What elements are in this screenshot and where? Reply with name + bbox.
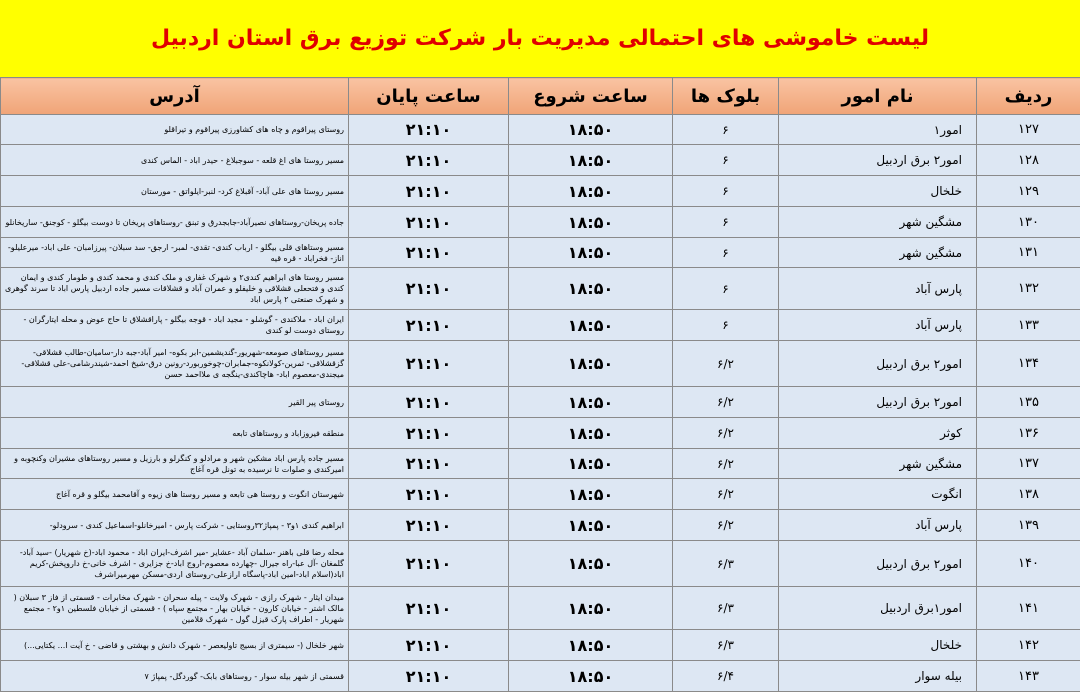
start-time: ۱۸:۵۰ xyxy=(509,268,673,310)
outage-table xyxy=(0,77,1080,692)
table-row xyxy=(1,176,1080,207)
end-time: ۲۱:۱۰ xyxy=(349,145,509,176)
start-time: ۱۸:۵۰ xyxy=(509,145,673,176)
address: جاده پریخان-روستاهای نصیرآباد-جابجدرق و تبنق -روستاهای پریخان تا دوست بیگلو - کوجنق- ساریخانلو xyxy=(1,207,349,238)
start-time: ۱۸:۵۰ xyxy=(509,630,673,661)
office-name: انگوت xyxy=(779,479,977,510)
office-name: خلخال xyxy=(779,630,977,661)
address: مسیر روستا های اغ قلعه - سوجبلاغ - حیدر اباد - الماس کندی xyxy=(1,145,349,176)
row-number: ۱۴۰ xyxy=(977,541,1080,587)
table-row xyxy=(1,630,1080,661)
row-number: ۱۳۴ xyxy=(977,341,1080,387)
end-time: ۲۱:۱۰ xyxy=(349,176,509,207)
row-number: ۱۳۵ xyxy=(977,387,1080,418)
address: مسیر وستاهای قلی بیگلو - ارباب کندی- تقدی- لمبر- ارجق- سد سبلان- پیرزامبان- علی اباد- میرعلیلو- اناز- فخراباد - قره قیه xyxy=(1,238,349,268)
table-row xyxy=(1,207,1080,238)
row-number: ۱۲۸ xyxy=(977,145,1080,176)
table-row xyxy=(1,341,1080,387)
start-time: ۱۸:۵۰ xyxy=(509,115,673,145)
start-time: ۱۸:۵۰ xyxy=(509,387,673,418)
start-time: ۱۸:۵۰ xyxy=(509,310,673,341)
address: منطقه فیروزاباد و روستاهای تابعه xyxy=(1,418,349,449)
table-row xyxy=(1,145,1080,176)
end-time: ۲۱:۱۰ xyxy=(349,587,509,630)
end-time: ۲۱:۱۰ xyxy=(349,341,509,387)
header-office-name: نام امور xyxy=(779,78,977,115)
block-value: ۶ xyxy=(673,145,779,176)
end-time: ۲۱:۱۰ xyxy=(349,661,509,692)
table-row xyxy=(1,310,1080,341)
office-name: امور۲ برق اردبیل xyxy=(779,145,977,176)
table-row xyxy=(1,387,1080,418)
table-row xyxy=(1,510,1080,541)
block-value: ۶/۳ xyxy=(673,630,779,661)
block-value: ۶/۳ xyxy=(673,541,779,587)
header-end-time: ساعت پایان xyxy=(349,78,509,115)
row-number: ۱۲۹ xyxy=(977,176,1080,207)
block-value: ۶/۲ xyxy=(673,479,779,510)
block-value: ۶/۳ xyxy=(673,587,779,630)
header-start-time: ساعت شروع xyxy=(509,78,673,115)
block-value: ۶/۲ xyxy=(673,510,779,541)
address: شهرستان انگوت و روستا هی تابعه و مسیر روستا های زیوه و آقامحمد بیگلو و قره آغاج xyxy=(1,479,349,510)
address: مسیر روستاهای صومعه-شهریور-گندیشمین-ابر بکوه- امیر آباد-جبه دار-سامیان-طالب قشلاقی-گزقشلاقی- ثمرین-کولانکوه-جمابران-چوخوربورد-رونین درق-شیخ احمد-شیندرشامی-علی قشلاقی-میجندی-معصوم اباد- هاچاکندی-ینگجه ی ملااحمد حسن xyxy=(1,341,349,387)
start-time: ۱۸:۵۰ xyxy=(509,479,673,510)
address: مسیر روستا های علی آباد- آقبلاغ کرد- لنبر-ایلواتق - مورستان xyxy=(1,176,349,207)
table-row xyxy=(1,587,1080,630)
block-value: ۶ xyxy=(673,310,779,341)
table-row xyxy=(1,418,1080,449)
address: میدان ایثار - شهرک رازی - شهرک ولایت - پیله سحران - شهرک مخابرات - قسمتی از فاز ۳ سبلان ( مالک اشتر - خیابان کارون - خیابان بهار - مجتمع سپاه ) - قسمتی از خیابان فلسطین ۱و۲ - مجتمع شهریار - اطراف پارک قیزل گول - شهرک قلامین xyxy=(1,587,349,630)
row-number: ۱۳۸ xyxy=(977,479,1080,510)
start-time: ۱۸:۵۰ xyxy=(509,510,673,541)
row-number: ۱۳۷ xyxy=(977,449,1080,479)
end-time: ۲۱:۱۰ xyxy=(349,207,509,238)
end-time: ۲۱:۱۰ xyxy=(349,418,509,449)
block-value: ۶ xyxy=(673,238,779,268)
block-value: ۶/۲ xyxy=(673,418,779,449)
block-value: ۶ xyxy=(673,207,779,238)
row-number: ۱۳۳ xyxy=(977,310,1080,341)
office-name: پارس آباد xyxy=(779,310,977,341)
table-row xyxy=(1,268,1080,310)
block-value: ۶/۲ xyxy=(673,341,779,387)
row-number: ۱۴۳ xyxy=(977,661,1080,692)
table-row xyxy=(1,238,1080,268)
table-row xyxy=(1,479,1080,510)
end-time: ۲۱:۱۰ xyxy=(349,510,509,541)
header-row-number: ردیف xyxy=(977,78,1080,115)
block-value: ۶/۲ xyxy=(673,449,779,479)
row-number: ۱۲۷ xyxy=(977,115,1080,145)
office-name: کوثر xyxy=(779,418,977,449)
office-name: مشگین شهر xyxy=(779,449,977,479)
block-value: ۶ xyxy=(673,115,779,145)
start-time: ۱۸:۵۰ xyxy=(509,238,673,268)
row-number: ۱۳۰ xyxy=(977,207,1080,238)
end-time: ۲۱:۱۰ xyxy=(349,238,509,268)
row-number: ۱۳۱ xyxy=(977,238,1080,268)
office-name: پارس آباد xyxy=(779,268,977,310)
office-name: امور۲ برق اردبیل xyxy=(779,341,977,387)
start-time: ۱۸:۵۰ xyxy=(509,176,673,207)
end-time: ۲۱:۱۰ xyxy=(349,268,509,310)
block-value: ۶/۲ xyxy=(673,387,779,418)
office-name: امور۲ برق اردبیل xyxy=(779,387,977,418)
address: روستای پیراقوم و چاه های کشاورزی پیراقوم و تیراقلو xyxy=(1,115,349,145)
address: روستای پیر القیر xyxy=(1,387,349,418)
start-time: ۱۸:۵۰ xyxy=(509,541,673,587)
address: ایران اباد - ملاکندی - گوشلو - مجید اباد - قوجه بیگلو - پاراقشلاق تا حاج عوض و محله ایتارگران - روستای دوست لو کندی xyxy=(1,310,349,341)
end-time: ۲۱:۱۰ xyxy=(349,115,509,145)
title-bar xyxy=(0,0,1080,78)
table-row xyxy=(1,541,1080,587)
start-time: ۱۸:۵۰ xyxy=(509,449,673,479)
office-name: امور۱ xyxy=(779,115,977,145)
end-time: ۲۱:۱۰ xyxy=(349,541,509,587)
office-name: بیله سوار xyxy=(779,661,977,692)
header-address: آدرس xyxy=(1,78,349,115)
block-value: ۶ xyxy=(673,268,779,310)
end-time: ۲۱:۱۰ xyxy=(349,310,509,341)
end-time: ۲۱:۱۰ xyxy=(349,449,509,479)
block-value: ۶/۴ xyxy=(673,661,779,692)
row-number: ۱۳۹ xyxy=(977,510,1080,541)
start-time: ۱۸:۵۰ xyxy=(509,418,673,449)
row-number: ۱۴۱ xyxy=(977,587,1080,630)
office-name: امور۱برق اردبیل xyxy=(779,587,977,630)
office-name: امور۲ برق اردبیل xyxy=(779,541,977,587)
address: محله رضا قلی باهنر -سلمان آباد -عشایر -میر اشرف-ایران اباد - محمود اباد-(خ شهریار) -سید آباد-گلمغان -آل عبا-راه جیرال -چهارده معصوم-اروج اباد-خ جزایری - اشرف خانی-خ داروپخش-کریم اباد(اسلام اباد-امین اباد-پاسگاه ارازعلی-روستای اردی-مسکن مهرمیراشرف xyxy=(1,541,349,587)
row-number: ۱۴۲ xyxy=(977,630,1080,661)
address: ابراهیم کندی ۱و۳ - پمپاژ۳۲روستایی - شرکت پارس - امیرخانلو-اسماعیل کندی - سرودلو- xyxy=(1,510,349,541)
office-name: مشگین شهر xyxy=(779,238,977,268)
end-time: ۲۱:۱۰ xyxy=(349,387,509,418)
start-time: ۱۸:۵۰ xyxy=(509,341,673,387)
row-number: ۱۳۲ xyxy=(977,268,1080,310)
table-row xyxy=(1,115,1080,145)
office-name: پارس آباد xyxy=(779,510,977,541)
start-time: ۱۸:۵۰ xyxy=(509,587,673,630)
table-row xyxy=(1,449,1080,479)
address: قسمتی از شهر بیله سوار - روستاهای بابک- گوردگل- پمپاژ ۷ xyxy=(1,661,349,692)
address: مسیر جاده پارس اباد مشکین شهر و مرادلو و کنگرلو و بارزیل و مسیر روستاهای مشیران وکنچوبه و امیرکندی و صلوات تا نرسیده به تونل قره آغاج xyxy=(1,449,349,479)
end-time: ۲۱:۱۰ xyxy=(349,479,509,510)
office-name: خلخال xyxy=(779,176,977,207)
header-row xyxy=(1,78,1080,115)
end-time: ۲۱:۱۰ xyxy=(349,630,509,661)
header-blocks: بلوک ها xyxy=(673,78,779,115)
start-time: ۱۸:۵۰ xyxy=(509,207,673,238)
row-number: ۱۳۶ xyxy=(977,418,1080,449)
address: شهر خلخال (- سیمتری از بسیج تاولیعصر - شهرک دانش و بهشتی و قاضی - خ آیت ا... یکتایی...) xyxy=(1,630,349,661)
page-title: لیست خاموشی های احتمالی مدیریت بار شرکت توزیع برق استان اردبیل xyxy=(150,26,930,51)
table-row xyxy=(1,661,1080,692)
office-name: مشگین شهر xyxy=(779,207,977,238)
block-value: ۶ xyxy=(673,176,779,207)
start-time: ۱۸:۵۰ xyxy=(509,661,673,692)
address: مسیر روستا های ابراهیم کندی۲ و شهرک غفاری و ملک کندی و محمد کندی و طومار کندی و ایمان کندی و فتحعلی قشلاقی و خلیفلو و عمران آباد و قشلاقات مسیر جاده اردبیل پارس اباد تا سرند گوهری و شهرک صنعتی ۲ پارس اباد xyxy=(1,268,349,310)
